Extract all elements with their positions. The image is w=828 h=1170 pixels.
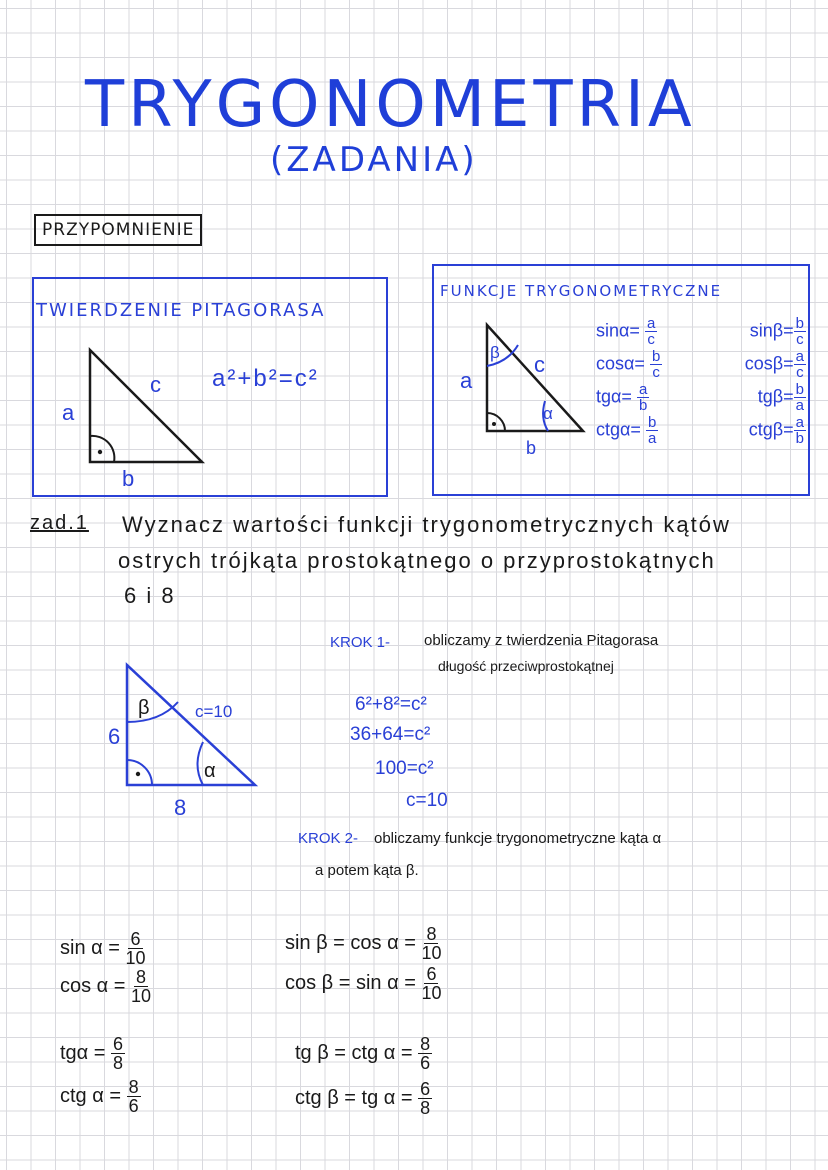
step1-text-1: obliczamy z twierdzenia Pitagorasa (424, 632, 659, 649)
step1-eq-1: 6²+8²=c² (355, 694, 427, 715)
task-line-1: Wyznacz wartości funkcji trygonometrycznych kątów (122, 512, 731, 537)
task-label: zad.1 (30, 512, 89, 534)
trig-beta-label: β (490, 343, 500, 362)
trig-left: ctgα= $\frac{b}{a}$ (596, 414, 657, 447)
step2-text-1: obliczamy funkcje trygonometryczne kąta α (374, 830, 662, 847)
step1-text-2: długość przeciwprostokątnej (438, 658, 614, 674)
fig-side-a: 6 (108, 724, 121, 749)
page-subtitle: (ZADANIA) (270, 140, 478, 180)
reminder-label: PRZYPOMNIENIE (34, 214, 202, 246)
step1-eq-3: 100=c² (375, 758, 434, 779)
task-line-3: 6 i 8 (124, 583, 176, 608)
pythagoras-heading: TWIERDZENIE PITAGORASA (36, 300, 326, 321)
result-ctg-alpha: ctg α = $\frac{8}{6}$ (60, 1077, 139, 1116)
result-ctg-beta: ctg β = tg α = $\frac{6}{8}$ (295, 1079, 431, 1118)
trig-right: tgβ= $\frac{b}{a}$ (757, 381, 804, 414)
result-cos-beta: cos β = sin α = $\frac{6}{10}$ (285, 964, 442, 1003)
trig-side-b: b (526, 438, 539, 458)
result-sin-alpha: sin α = $\frac{6}{10}$ (60, 929, 146, 968)
pyth-formula: a²+b²=c² (212, 365, 319, 392)
page-title: TRYGONOMETRIA (85, 68, 696, 142)
fig-side-c: c=10 (195, 702, 233, 721)
trig-left: tgα= $\frac{a}{b}$ (596, 381, 648, 414)
fig-side-b: 8 (174, 795, 187, 820)
trig-alpha-label: α (543, 404, 553, 423)
result-tg-beta: tg β = ctg α = $\frac{8}{6}$ (295, 1034, 431, 1073)
fig-beta: β (138, 697, 150, 719)
result-tg-alpha: tgα = $\frac{6}{8}$ (60, 1034, 124, 1073)
trig-right: cosβ= $\frac{a}{c}$ (744, 348, 804, 381)
step1-eq-2: 36+64=c² (350, 724, 431, 745)
step2-text-2: a potem kąta β. (315, 862, 419, 879)
trig-heading: FUNKCJE TRYGONOMETRYCZNE (440, 282, 723, 300)
pyth-side-c: c (150, 372, 163, 397)
trig-right: ctgβ= $\frac{a}{b}$ (748, 414, 804, 447)
trig-right: sinβ= $\frac{b}{c}$ (749, 315, 804, 348)
step2-label: KROK 2- (298, 830, 359, 847)
trig-left: sinα= $\frac{a}{c}$ (596, 315, 656, 348)
pyth-side-b: b (122, 466, 137, 491)
trig-left: cosα= $\frac{b}{c}$ (596, 348, 661, 381)
result-sin-beta: sin β = cos α = $\frac{8}{10}$ (285, 924, 442, 963)
fig-alpha: α (204, 760, 216, 782)
result-cos-alpha: cos α = $\frac{8}{10}$ (60, 967, 152, 1006)
trig-side-a: a (460, 368, 475, 393)
trig-side-c: c (534, 352, 547, 377)
task-line-2: ostrych trójkąta prostokątnego o przyprostokątnych (118, 548, 716, 573)
pyth-side-a: a (62, 400, 77, 425)
step1-eq-4: c=10 (406, 790, 448, 811)
step1-label: KROK 1- (330, 634, 391, 651)
